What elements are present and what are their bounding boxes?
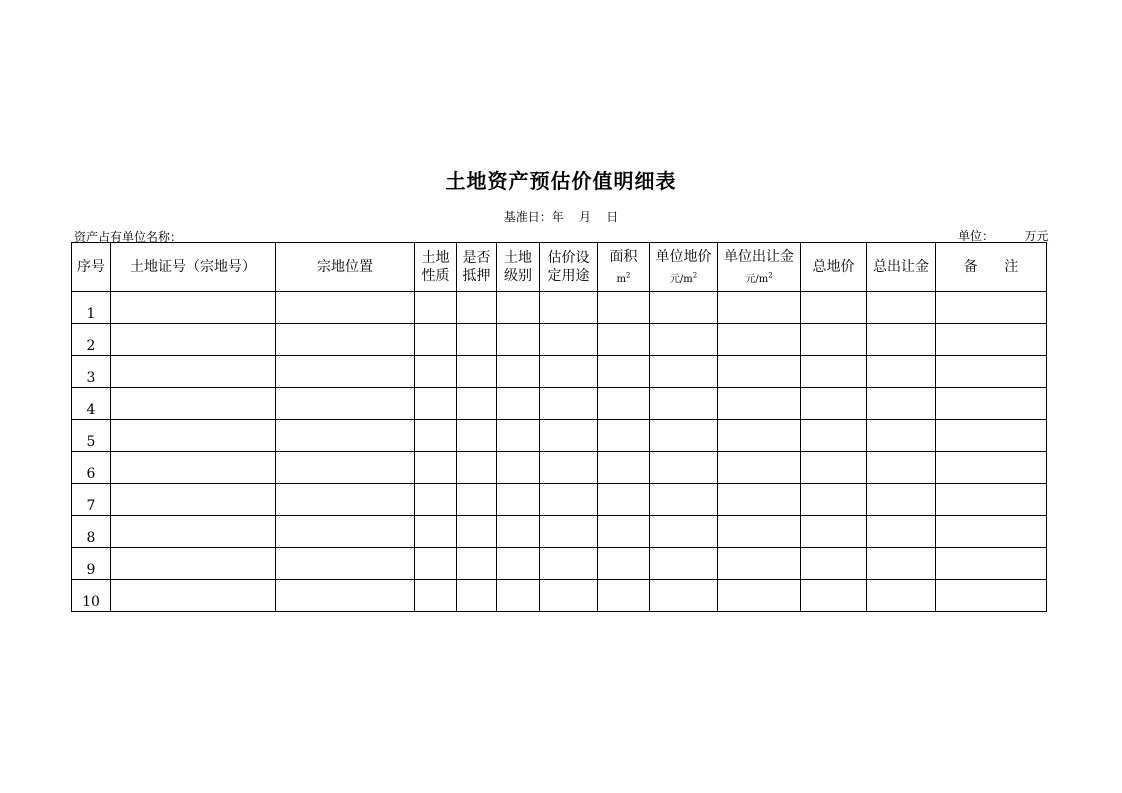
header-total-fee: 总出让金: [867, 243, 936, 292]
base-date: 基准日：年 月 日: [503, 210, 619, 224]
cert-no-cell[interactable]: [111, 420, 276, 452]
row-seq-number: 3: [72, 356, 111, 388]
total-price-cell[interactable]: [801, 356, 867, 388]
table-row: [72, 484, 1047, 516]
unit-fee-cell[interactable]: [718, 580, 801, 612]
location-cell[interactable]: [276, 324, 415, 356]
cert-no-cell[interactable]: [111, 292, 276, 324]
usage-cell[interactable]: [540, 516, 598, 548]
mortgage-cell[interactable]: [457, 420, 497, 452]
remark-cell[interactable]: [936, 388, 1047, 420]
header-usage-line1: 估价设: [547, 250, 590, 266]
unit-fee-cell[interactable]: [718, 356, 801, 388]
mortgage-cell[interactable]: [457, 356, 497, 388]
location-cell[interactable]: [276, 548, 415, 580]
unit-price-cell[interactable]: [650, 356, 718, 388]
land-nature-cell[interactable]: [415, 484, 457, 516]
usage-cell[interactable]: [540, 388, 598, 420]
total-fee-cell[interactable]: [867, 356, 936, 388]
land-grade-cell[interactable]: [497, 420, 540, 452]
land-nature-cell[interactable]: [415, 452, 457, 484]
mortgage-cell[interactable]: [457, 324, 497, 356]
land-nature-cell[interactable]: [415, 292, 457, 324]
row-seq-number: 1: [72, 292, 111, 324]
table-row: [72, 292, 1047, 324]
unit-price-cell[interactable]: [650, 388, 718, 420]
header-usage: [540, 243, 598, 292]
unit-fee-cell[interactable]: [718, 452, 801, 484]
row-seq-number: 7: [72, 484, 111, 516]
table-row: [72, 452, 1047, 484]
land-nature-cell[interactable]: [415, 324, 457, 356]
total-fee-cell[interactable]: [867, 324, 936, 356]
total-fee-cell[interactable]: [867, 580, 936, 612]
cert-no-cell[interactable]: [111, 388, 276, 420]
area-cell[interactable]: [598, 452, 650, 484]
total-price-cell[interactable]: [801, 452, 867, 484]
unit-fee-cell[interactable]: [718, 324, 801, 356]
header-land-grade: [497, 243, 540, 292]
cert-no-cell[interactable]: [111, 452, 276, 484]
header-remark: 备 注: [936, 243, 1047, 292]
land-grade-cell[interactable]: [497, 548, 540, 580]
header-land-nature-line1: 土地: [421, 250, 450, 266]
unit-price-cell[interactable]: [650, 420, 718, 452]
usage-cell[interactable]: [540, 548, 598, 580]
mortgage-cell[interactable]: [457, 292, 497, 324]
header-mortgage-line2: 抵押: [462, 268, 491, 284]
row-seq-number: 6: [72, 452, 111, 484]
location-cell[interactable]: [276, 516, 415, 548]
header-unit-fee-unit: 元$/m^2$: [745, 271, 773, 285]
location-cell[interactable]: [276, 356, 415, 388]
table-row: [72, 324, 1047, 356]
table-row: [72, 356, 1047, 388]
cert-no-cell[interactable]: [111, 324, 276, 356]
unit-price-cell[interactable]: [650, 484, 718, 516]
land-nature-cell[interactable]: [415, 580, 457, 612]
area-cell[interactable]: [598, 516, 650, 548]
unit-fee-cell[interactable]: [718, 388, 801, 420]
total-fee-cell[interactable]: [867, 548, 936, 580]
usage-cell[interactable]: [540, 292, 598, 324]
location-cell[interactable]: [276, 388, 415, 420]
table-header-row: [72, 243, 1047, 292]
usage-cell[interactable]: [540, 324, 598, 356]
row-seq-number: 2: [72, 324, 111, 356]
area-cell[interactable]: [598, 356, 650, 388]
remark-cell[interactable]: [936, 516, 1047, 548]
total-price-cell[interactable]: [801, 516, 867, 548]
header-area: [598, 243, 650, 292]
land-nature-cell[interactable]: [415, 548, 457, 580]
header-unit-fee-label: 单位出让金: [724, 249, 794, 265]
header-unit-price-label: 单位地价: [655, 249, 712, 265]
total-fee-cell[interactable]: [867, 516, 936, 548]
location-cell[interactable]: [276, 580, 415, 612]
row-seq-number: 9: [72, 548, 111, 580]
row-seq-number: 4: [72, 388, 111, 420]
area-cell[interactable]: [598, 548, 650, 580]
total-price-cell[interactable]: [801, 324, 867, 356]
unit-price-cell[interactable]: [650, 324, 718, 356]
area-cell[interactable]: [598, 484, 650, 516]
header-area-unit: $m^2$: [616, 271, 631, 285]
location-cell[interactable]: [276, 420, 415, 452]
unit-fee-cell[interactable]: [718, 292, 801, 324]
usage-cell[interactable]: [540, 484, 598, 516]
total-price-cell[interactable]: [801, 388, 867, 420]
total-fee-cell[interactable]: [867, 420, 936, 452]
unit-fee-cell[interactable]: [718, 516, 801, 548]
currency-unit-label: 单位： 万元: [958, 229, 1049, 243]
area-cell[interactable]: [598, 292, 650, 324]
row-seq-number: 5: [72, 420, 111, 452]
header-mortgage-line1: 是否: [462, 250, 491, 266]
unit-name-label: 资产占有单位名称：: [74, 230, 183, 244]
table-body: [72, 292, 1047, 612]
area-cell[interactable]: [598, 420, 650, 452]
cert-no-cell[interactable]: [111, 356, 276, 388]
header-mortgage: [457, 243, 497, 292]
header-land-grade-line2: 级别: [504, 268, 532, 284]
table-row: [72, 548, 1047, 580]
header-land-grade-line1: 土地: [504, 250, 532, 266]
land-nature-cell[interactable]: [415, 388, 457, 420]
remark-cell[interactable]: [936, 548, 1047, 580]
land-nature-cell[interactable]: [415, 420, 457, 452]
table-row: [72, 388, 1047, 420]
location-cell[interactable]: [276, 292, 415, 324]
remark-cell[interactable]: [936, 356, 1047, 388]
total-price-cell[interactable]: [801, 292, 867, 324]
header-cert-no: 土地证号（宗地号）: [111, 243, 276, 292]
remark-cell[interactable]: [936, 580, 1047, 612]
mortgage-cell[interactable]: [457, 548, 497, 580]
mortgage-cell[interactable]: [457, 484, 497, 516]
area-cell[interactable]: [598, 580, 650, 612]
area-cell[interactable]: [598, 388, 650, 420]
cert-no-cell[interactable]: [111, 580, 276, 612]
remark-cell[interactable]: [936, 420, 1047, 452]
land-grade-cell[interactable]: [497, 356, 540, 388]
header-usage-line2: 定用途: [547, 268, 590, 284]
total-price-cell[interactable]: [801, 548, 867, 580]
unit-fee-cell[interactable]: [718, 420, 801, 452]
usage-cell[interactable]: [540, 452, 598, 484]
mortgage-cell[interactable]: [457, 516, 497, 548]
remark-cell[interactable]: [936, 324, 1047, 356]
header-unit-price-unit: 元$/m^2$: [669, 271, 698, 285]
total-fee-cell[interactable]: [867, 484, 936, 516]
remark-cell[interactable]: [936, 452, 1047, 484]
header-land-nature: [415, 243, 457, 292]
land-grade-cell[interactable]: [497, 516, 540, 548]
cert-no-cell[interactable]: [111, 484, 276, 516]
total-price-cell[interactable]: [801, 484, 867, 516]
usage-cell[interactable]: [540, 420, 598, 452]
land-grade-cell[interactable]: [497, 452, 540, 484]
row-seq-number: 8: [72, 516, 111, 548]
header-total-price: 总地价: [801, 243, 867, 292]
total-fee-cell[interactable]: [867, 452, 936, 484]
usage-cell[interactable]: [540, 356, 598, 388]
table-row: [72, 580, 1047, 612]
area-cell[interactable]: [598, 324, 650, 356]
unit-price-cell[interactable]: [650, 452, 718, 484]
location-cell[interactable]: [276, 452, 415, 484]
usage-cell[interactable]: [540, 580, 598, 612]
header-area-label: 面积: [609, 249, 638, 265]
header-location: 宗地位置: [276, 243, 415, 292]
land-grade-cell[interactable]: [497, 324, 540, 356]
header-seq: 序号: [72, 243, 111, 292]
header-land-nature-line2: 性质: [421, 268, 450, 284]
cert-no-cell[interactable]: [111, 548, 276, 580]
location-cell[interactable]: [276, 484, 415, 516]
land-grade-cell[interactable]: [497, 580, 540, 612]
unit-price-cell[interactable]: [650, 292, 718, 324]
mortgage-cell[interactable]: [457, 580, 497, 612]
total-fee-cell[interactable]: [867, 292, 936, 324]
land-asset-table: [71, 242, 1047, 612]
land-grade-cell[interactable]: [497, 388, 540, 420]
mortgage-cell[interactable]: [457, 452, 497, 484]
total-fee-cell[interactable]: [867, 388, 936, 420]
remark-cell[interactable]: [936, 484, 1047, 516]
land-grade-cell[interactable]: [497, 484, 540, 516]
mortgage-cell[interactable]: [457, 388, 497, 420]
unit-price-cell[interactable]: [650, 516, 718, 548]
unit-price-cell[interactable]: [650, 580, 718, 612]
unit-fee-cell[interactable]: [718, 484, 801, 516]
land-grade-cell[interactable]: [497, 292, 540, 324]
table-row: [72, 420, 1047, 452]
land-nature-cell[interactable]: [415, 356, 457, 388]
total-price-cell[interactable]: [801, 420, 867, 452]
header-unit-fee: [718, 243, 801, 292]
cert-no-cell[interactable]: [111, 516, 276, 548]
row-seq-number: 10: [72, 580, 111, 612]
unit-price-cell[interactable]: [650, 548, 718, 580]
remark-cell[interactable]: [936, 292, 1047, 324]
total-price-cell[interactable]: [801, 580, 867, 612]
table-row: [72, 516, 1047, 548]
land-nature-cell[interactable]: [415, 516, 457, 548]
document-title: 土地资产预估价值明细表: [445, 169, 677, 193]
unit-fee-cell[interactable]: [718, 548, 801, 580]
header-unit-price: [650, 243, 718, 292]
